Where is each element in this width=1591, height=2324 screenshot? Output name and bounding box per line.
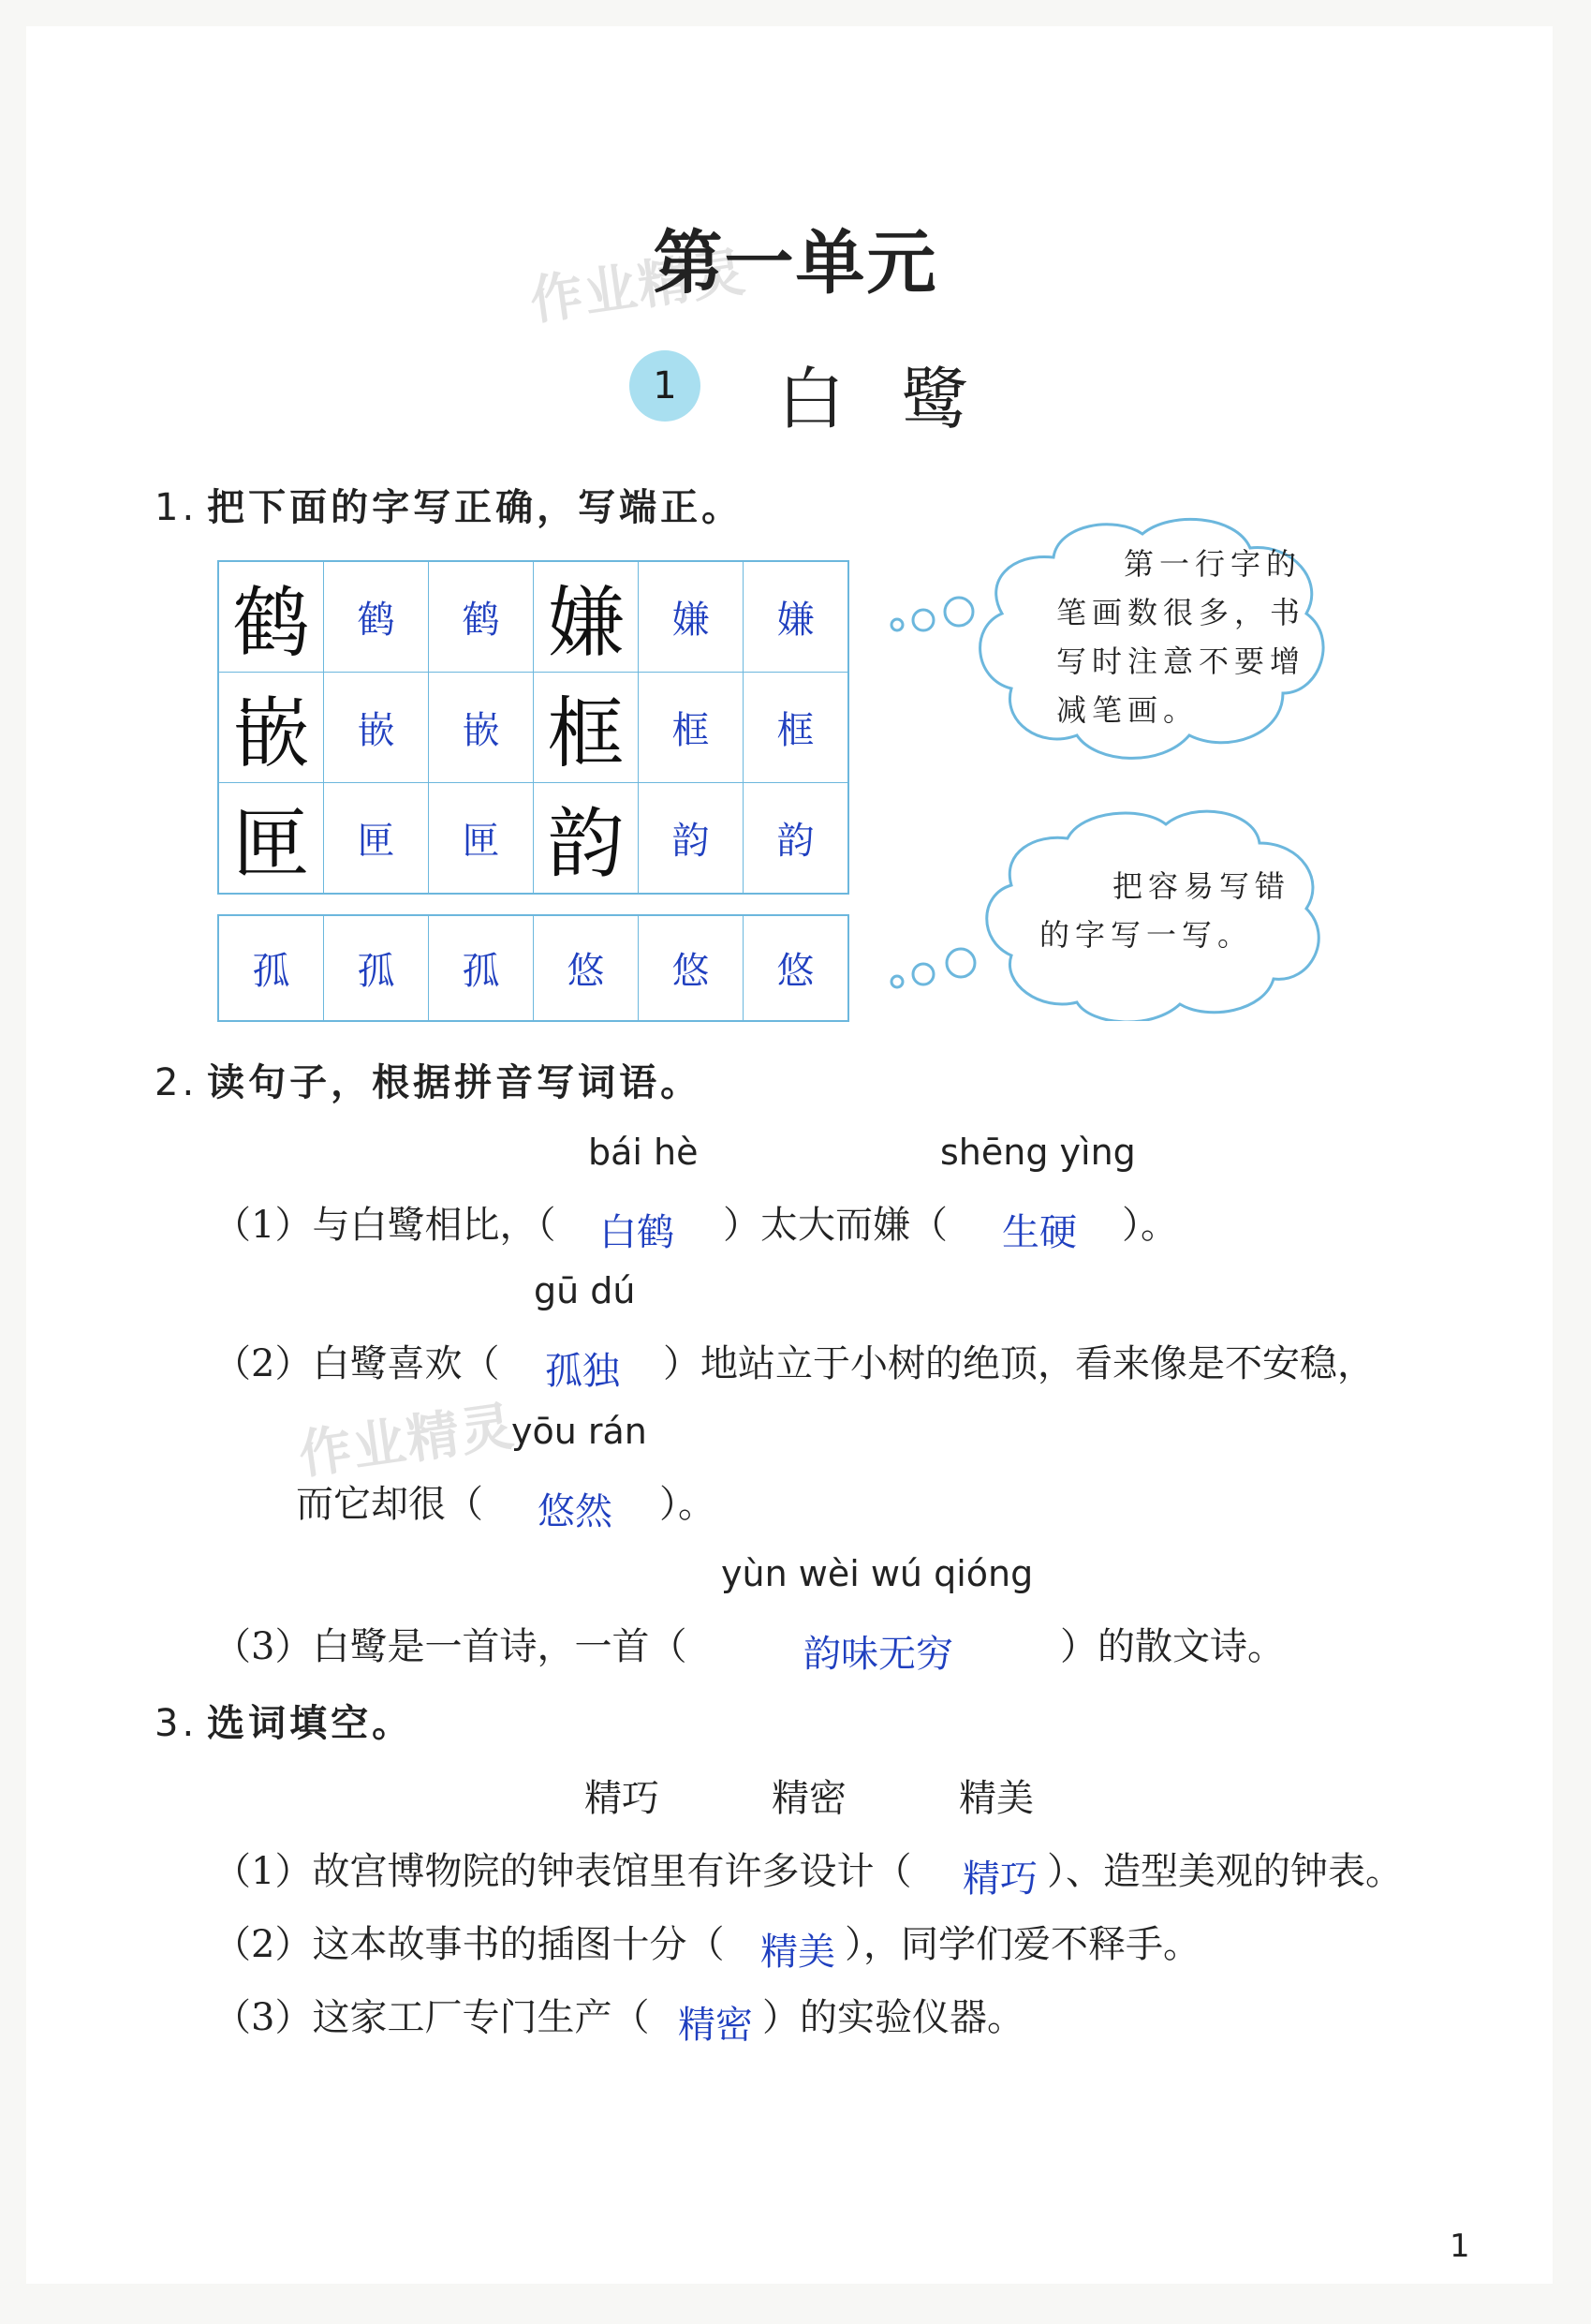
written-char[interactable]: 框 <box>639 673 744 783</box>
sentence-label: （2） <box>214 1342 313 1385</box>
model-char: 鹤 <box>218 561 324 673</box>
q3-sentence-3 <box>214 1988 649 2041</box>
q3-instruction: 选词填空。 <box>207 1701 414 1745</box>
written-char[interactable]: 悠 <box>744 915 849 1021</box>
written-char[interactable]: 韵 <box>639 783 744 895</box>
writing-grid-extra <box>217 914 849 1022</box>
q2-instruction: 读句子，根据拼音写词语。 <box>207 1060 702 1104</box>
written-char[interactable]: 鹤 <box>429 561 534 673</box>
sentence-text: 白鹭喜欢（ <box>312 1342 500 1385</box>
written-char[interactable]: 框 <box>744 673 849 783</box>
q1-heading <box>155 478 743 531</box>
answer-jing-mi[interactable]: 精密 <box>678 2004 753 2047</box>
written-char[interactable]: 孤 <box>218 915 324 1021</box>
q2-sentence-2 <box>214 1334 499 1387</box>
q1-number: 1. <box>155 486 199 529</box>
model-char: 韵 <box>534 783 639 895</box>
written-char[interactable]: 匣 <box>324 783 429 895</box>
written-char[interactable]: 鹤 <box>324 561 429 673</box>
q3-sentence-2 <box>214 1915 724 1968</box>
sentence-text: ）地站立于小树的绝顶，看来像是不安稳， <box>663 1342 1375 1385</box>
q2-heading <box>155 1053 701 1106</box>
sentence-label: （1） <box>214 1204 313 1247</box>
model-char: 框 <box>534 673 639 783</box>
sentence-text: ）。 <box>1122 1204 1178 1247</box>
grid-extra-row <box>218 915 848 1021</box>
sentence-text: ），同学们爱不释手。 <box>845 1923 1201 1966</box>
q3-number: 3. <box>155 1702 199 1745</box>
sentence-label: （3） <box>214 1996 313 2039</box>
sentence-text: 白鹭是一首诗，一首（ <box>312 1625 687 1668</box>
q1-instruction: 把下面的字写正确，写端正。 <box>207 485 744 529</box>
sentence-text: ）的散文诗。 <box>1060 1625 1285 1668</box>
grid-row-2 <box>218 673 848 783</box>
bubble-2-text: 把容易写错的字写一写。 <box>1039 868 1291 953</box>
grid-row-3 <box>218 783 848 895</box>
pinyin-you-ran: yōu rán <box>511 1411 647 1452</box>
answer-jing-mei[interactable]: 精美 <box>760 1931 835 1974</box>
written-char[interactable]: 匣 <box>429 783 534 895</box>
watermark-middle: 作业精灵 <box>295 1396 520 1487</box>
written-char[interactable]: 嵌 <box>324 673 429 783</box>
writing-grid-main <box>217 560 849 895</box>
lesson-number-badge: 1 <box>629 350 700 422</box>
sentence-text: 与白鹭相比，（ <box>312 1204 556 1247</box>
q2-sentence-3 <box>214 1617 686 1670</box>
answer-bai-he[interactable]: 白鹤 <box>599 1211 674 1254</box>
sentence-label: （3） <box>214 1625 313 1668</box>
written-char[interactable]: 孤 <box>324 915 429 1021</box>
sentence-text: ）的实验仪器。 <box>762 1996 1024 2039</box>
sentence-text: ）。 <box>659 1483 715 1526</box>
pinyin-sheng-ying: shēng yìng <box>940 1132 1136 1173</box>
model-char: 匣 <box>218 783 324 895</box>
sentence-text: 而它却很（ <box>296 1483 483 1526</box>
written-char[interactable]: 孤 <box>429 915 534 1021</box>
grid-row-1 <box>218 561 848 673</box>
sentence-text: 故宫博物院的钟表馆里有许多设计（ <box>312 1850 912 1893</box>
lesson-header <box>0 345 1591 438</box>
written-char[interactable]: 嫌 <box>639 561 744 673</box>
sentence-text: ）太大而嫌（ <box>723 1204 948 1247</box>
sentence-label: （2） <box>214 1923 313 1966</box>
sentence-text: 这家工厂专门生产（ <box>312 1996 650 2039</box>
model-char: 嫌 <box>534 561 639 673</box>
written-char[interactable]: 嵌 <box>429 673 534 783</box>
unit-title: 第一单元 <box>653 223 938 303</box>
sentence-text: ）、造型美观的钟表。 <box>1047 1850 1403 1893</box>
answer-gu-du[interactable]: 孤独 <box>545 1350 620 1393</box>
written-char[interactable]: 韵 <box>744 783 849 895</box>
choice-word: 精巧 <box>584 1777 659 1820</box>
q3-heading <box>155 1694 413 1747</box>
answer-yun-wei-wu-qiong[interactable]: 韵味无穷 <box>803 1633 953 1676</box>
page-number: 1 <box>1450 2228 1470 2265</box>
word-choices <box>584 1769 1146 1822</box>
q3-sentence-1 <box>214 1842 911 1895</box>
watermark-top: 作业精灵 <box>526 242 751 333</box>
pinyin-gu-du: gū dú <box>534 1270 636 1311</box>
q2-sentence-1 <box>214 1195 555 1249</box>
answer-sheng-ying[interactable]: 生硬 <box>1002 1211 1077 1254</box>
q2-number: 2. <box>155 1061 199 1104</box>
choice-word: 精密 <box>772 1777 847 1820</box>
pinyin-bai-he: bái hè <box>588 1132 699 1173</box>
pinyin-yun-wei-wu-qiong: yùn wèi wú qióng <box>721 1553 1034 1594</box>
written-char[interactable]: 悠 <box>534 915 639 1021</box>
answer-you-ran[interactable]: 悠然 <box>538 1490 612 1533</box>
answer-jing-qiao[interactable]: 精巧 <box>963 1858 1038 1901</box>
bubble-1-text: 第一行字的笔画数很多，书写时注意不要增减笔画。 <box>1056 546 1306 728</box>
sentence-text: 这本故事书的插图十分（ <box>312 1923 725 1966</box>
written-char[interactable]: 嫌 <box>744 561 849 673</box>
sentence-label: （1） <box>214 1850 313 1893</box>
choice-word: 精美 <box>959 1777 1034 1820</box>
written-char[interactable]: 悠 <box>639 915 744 1021</box>
model-char: 嵌 <box>218 673 324 783</box>
lesson-title: 白鹭 <box>777 360 1025 438</box>
